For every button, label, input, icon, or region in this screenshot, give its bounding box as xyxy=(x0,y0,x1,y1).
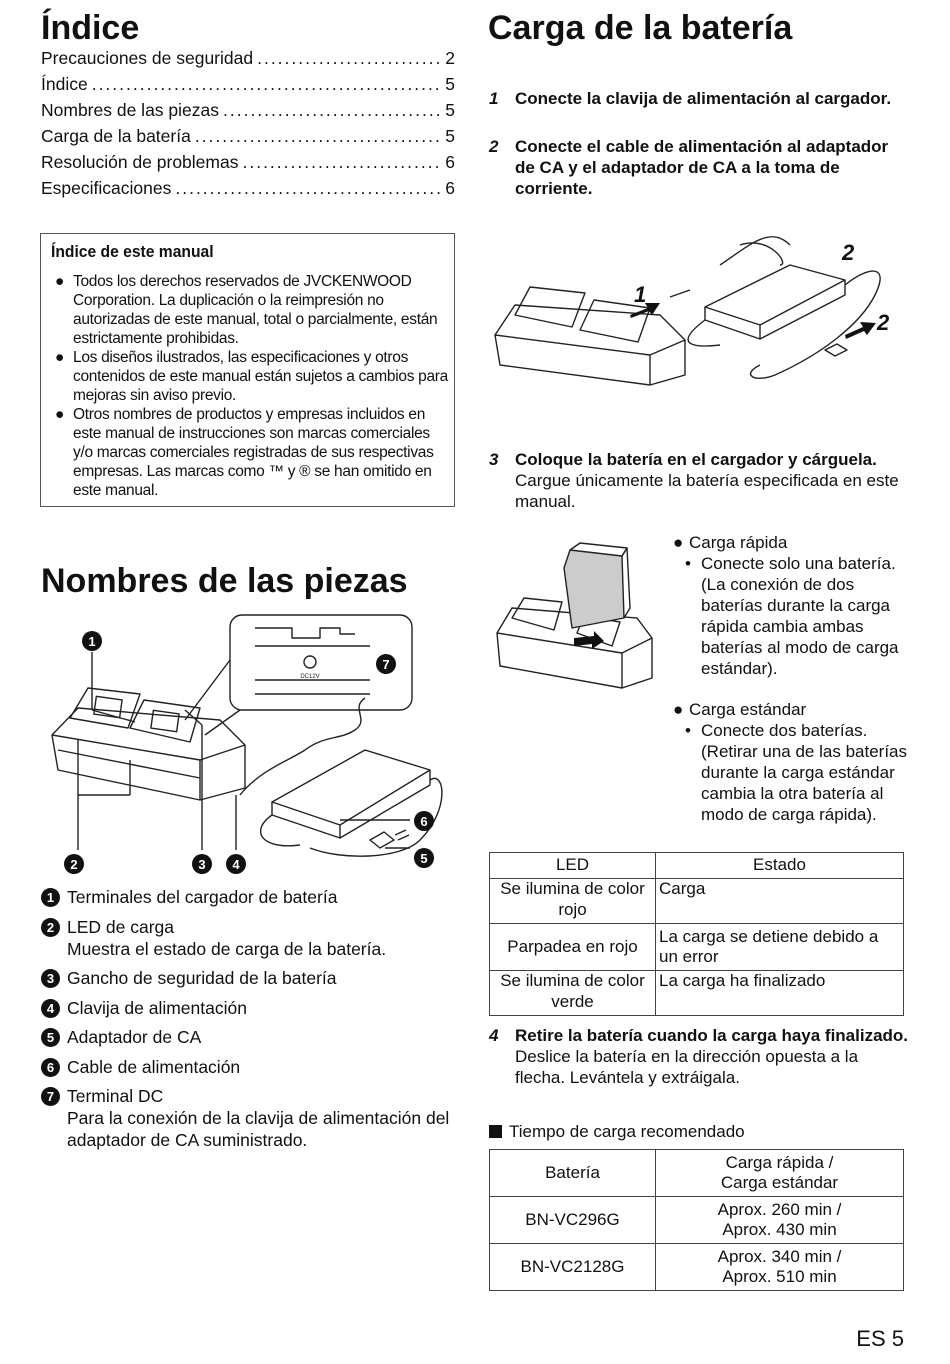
callout-1: 1 xyxy=(634,282,647,307)
part-item xyxy=(41,916,461,960)
part-number: 7 xyxy=(41,1087,60,1106)
toc-entry-page: 6 xyxy=(445,178,455,198)
part-item xyxy=(41,1056,461,1078)
svg-text:2: 2 xyxy=(70,857,78,872)
step-text: Deslice la batería en la dirección opuesta a la flecha. Levántela y extráigala. xyxy=(515,1047,859,1087)
bullet-icon: • xyxy=(685,721,691,740)
part-item xyxy=(41,886,461,908)
part-number: 6 xyxy=(41,1058,60,1077)
callout-2b: 2 xyxy=(877,310,890,335)
table-header: Carga rápida / Carga estándar xyxy=(656,1150,904,1197)
table-row: BN-VC296G Aprox. 260 min / Aprox. 430 min xyxy=(490,1197,904,1244)
rapid-note: (La conexión de dos baterías durante la carga rápida cambia ambas baterías al modo de carga estándar). xyxy=(701,575,899,678)
svg-text:5: 5 xyxy=(420,851,428,866)
toc-entry[interactable] xyxy=(41,152,455,178)
toc-entry[interactable] xyxy=(41,48,455,74)
part-label: Clavija de alimentación xyxy=(67,997,247,1018)
charge-time-table xyxy=(489,1149,904,1291)
toc-entry-label: Nombres de las piezas xyxy=(41,100,219,120)
toc-entry-label: Carga de la batería xyxy=(41,126,191,146)
part-number: 5 xyxy=(41,1028,60,1047)
bullet-icon: ● xyxy=(55,273,65,290)
part-number: 4 xyxy=(41,999,60,1018)
standard-title: Carga estándar xyxy=(689,700,807,719)
notice-title: Índice de este manual xyxy=(51,242,214,261)
bullet-icon: ● xyxy=(673,700,684,719)
part-label: Terminal DC xyxy=(67,1086,164,1106)
svg-text:3: 3 xyxy=(198,857,206,872)
part-number: 1 xyxy=(41,888,60,907)
step-1 xyxy=(489,88,909,109)
toc-entry-label: Índice xyxy=(41,74,88,94)
callout-2: 2 xyxy=(842,240,855,265)
notice-item: ● Todos los derechos reservados de JVCKENWOOD Corporation. La duplicación o la reimpresión no autorizadas de este manual, total o parcialmente, están estrictamente prohibidas. xyxy=(55,273,438,347)
table-row: Se ilumina de color verde La carga ha finalizado xyxy=(490,971,904,1016)
svg-text:1: 1 xyxy=(88,634,96,649)
step-text: Conecte la clavija de alimentación al cargador. xyxy=(515,89,892,108)
charger-parts-diagram xyxy=(40,610,460,878)
square-bullet-icon xyxy=(489,1125,502,1138)
table-row: Se ilumina de color rojo Carga xyxy=(490,879,904,924)
step-bold-text: Retire la batería cuando la carga haya finalizado. xyxy=(515,1026,909,1045)
toc-entry-page: 5 xyxy=(445,100,455,120)
toc-entry-page: 6 xyxy=(445,152,455,172)
step-text: Cargue únicamente la batería especificada en este manual. xyxy=(515,471,899,511)
led-status-table xyxy=(489,852,904,1016)
part-item xyxy=(41,967,461,989)
step-3 xyxy=(489,449,909,512)
notice-item: ● Los diseños ilustrados, las especificaciones y otros contenidos de este manual están sujetos a cambios para mejoras sin aviso previo. xyxy=(55,349,448,404)
step-bold-text: Coloque la batería en el cargador y cárguela. xyxy=(515,450,877,469)
svg-text:4: 4 xyxy=(232,857,240,872)
toc-entry-label: Precauciones de seguridad xyxy=(41,48,254,68)
part-number: 3 xyxy=(41,969,60,988)
manual-notice-box xyxy=(40,233,455,507)
toc-entry-label: Resolución de problemas xyxy=(41,152,239,172)
part-item xyxy=(41,997,461,1019)
bullet-icon: ● xyxy=(673,533,684,552)
battery-insert-diagram xyxy=(492,538,672,698)
step-number: 4 xyxy=(489,1026,499,1045)
part-item xyxy=(41,1085,461,1151)
step-number: 3 xyxy=(489,450,499,469)
part-desc: Muestra el estado de carga de la batería. xyxy=(67,938,387,959)
parts-list xyxy=(41,886,461,1159)
standard-note: (Retirar una de las baterías durante la carga estándar cambia la otra batería al modo de carga rápida). xyxy=(701,742,907,824)
part-label: Terminales del cargador de batería xyxy=(67,887,338,907)
page-number: ES 5 xyxy=(856,1326,904,1351)
step-4 xyxy=(489,1025,909,1088)
part-label: Gancho de seguridad de la batería xyxy=(67,968,337,988)
rapid-title: Carga rápida xyxy=(689,533,788,552)
toc-entry[interactable] xyxy=(41,74,455,100)
part-label: Cable de alimentación xyxy=(67,1056,241,1077)
dc-terminal-label: DC12V xyxy=(300,674,320,680)
bullet-icon: ● xyxy=(55,406,65,423)
table-row: Parpadea en rojo La carga se detiene debido a un error xyxy=(490,924,904,971)
step-2 xyxy=(489,136,909,199)
part-label: Adaptador de CA xyxy=(67,1027,202,1047)
rapid-sub: Conecte solo una batería. xyxy=(701,554,896,573)
part-number: 2 xyxy=(41,918,60,937)
bullet-icon: ● xyxy=(55,349,65,366)
svg-text:6: 6 xyxy=(420,814,428,829)
toc-entry[interactable] xyxy=(41,126,455,152)
toc-entry-page: 2 xyxy=(445,48,455,68)
standard-sub: Conecte dos baterías. xyxy=(701,721,868,740)
table-row: BN-VC2128G Aprox. 340 min / Aprox. 510 min xyxy=(490,1244,904,1291)
charge-time-heading: Tiempo de carga recomendado xyxy=(489,1122,745,1142)
part-label: LED de carga xyxy=(67,916,175,937)
part-desc: Para la conexión de la clavija de alimentación del adaptador de CA suministrado. xyxy=(67,1108,450,1150)
toc-entry-page: 5 xyxy=(445,126,455,146)
step-number: 1 xyxy=(489,89,499,108)
parts-title: Nombres de las piezas xyxy=(41,562,408,600)
table-header: Batería xyxy=(490,1150,656,1197)
notice-item: ● Otros nombres de productos y empresas incluidos en este manual de instrucciones son marcas comerciales y/o marcas comerciales registradas de sus respectivas empresas. Las marcas como ™ y ® se han omitido en este manual. xyxy=(55,406,434,499)
bullet-icon: • xyxy=(685,554,691,573)
toc-entry-label: Especificaciones xyxy=(41,178,172,198)
table-header: Estado xyxy=(656,853,904,879)
standard-charge-info xyxy=(673,699,913,825)
index-title: Índice xyxy=(41,9,140,47)
svg-text:7: 7 xyxy=(382,657,390,672)
charging-title: Carga de la batería xyxy=(488,9,793,47)
step-number: 2 xyxy=(489,137,499,156)
toc-entry[interactable] xyxy=(41,178,455,204)
part-item xyxy=(41,1026,461,1048)
table-header: LED xyxy=(490,853,656,879)
toc-entry[interactable] xyxy=(41,100,455,126)
toc-entry-page: 5 xyxy=(445,74,455,94)
rapid-charge-info xyxy=(673,532,913,679)
step-text: Conecte el cable de alimentación al adaptador de CA y el adaptador de CA a la toma de corriente. xyxy=(515,137,889,198)
